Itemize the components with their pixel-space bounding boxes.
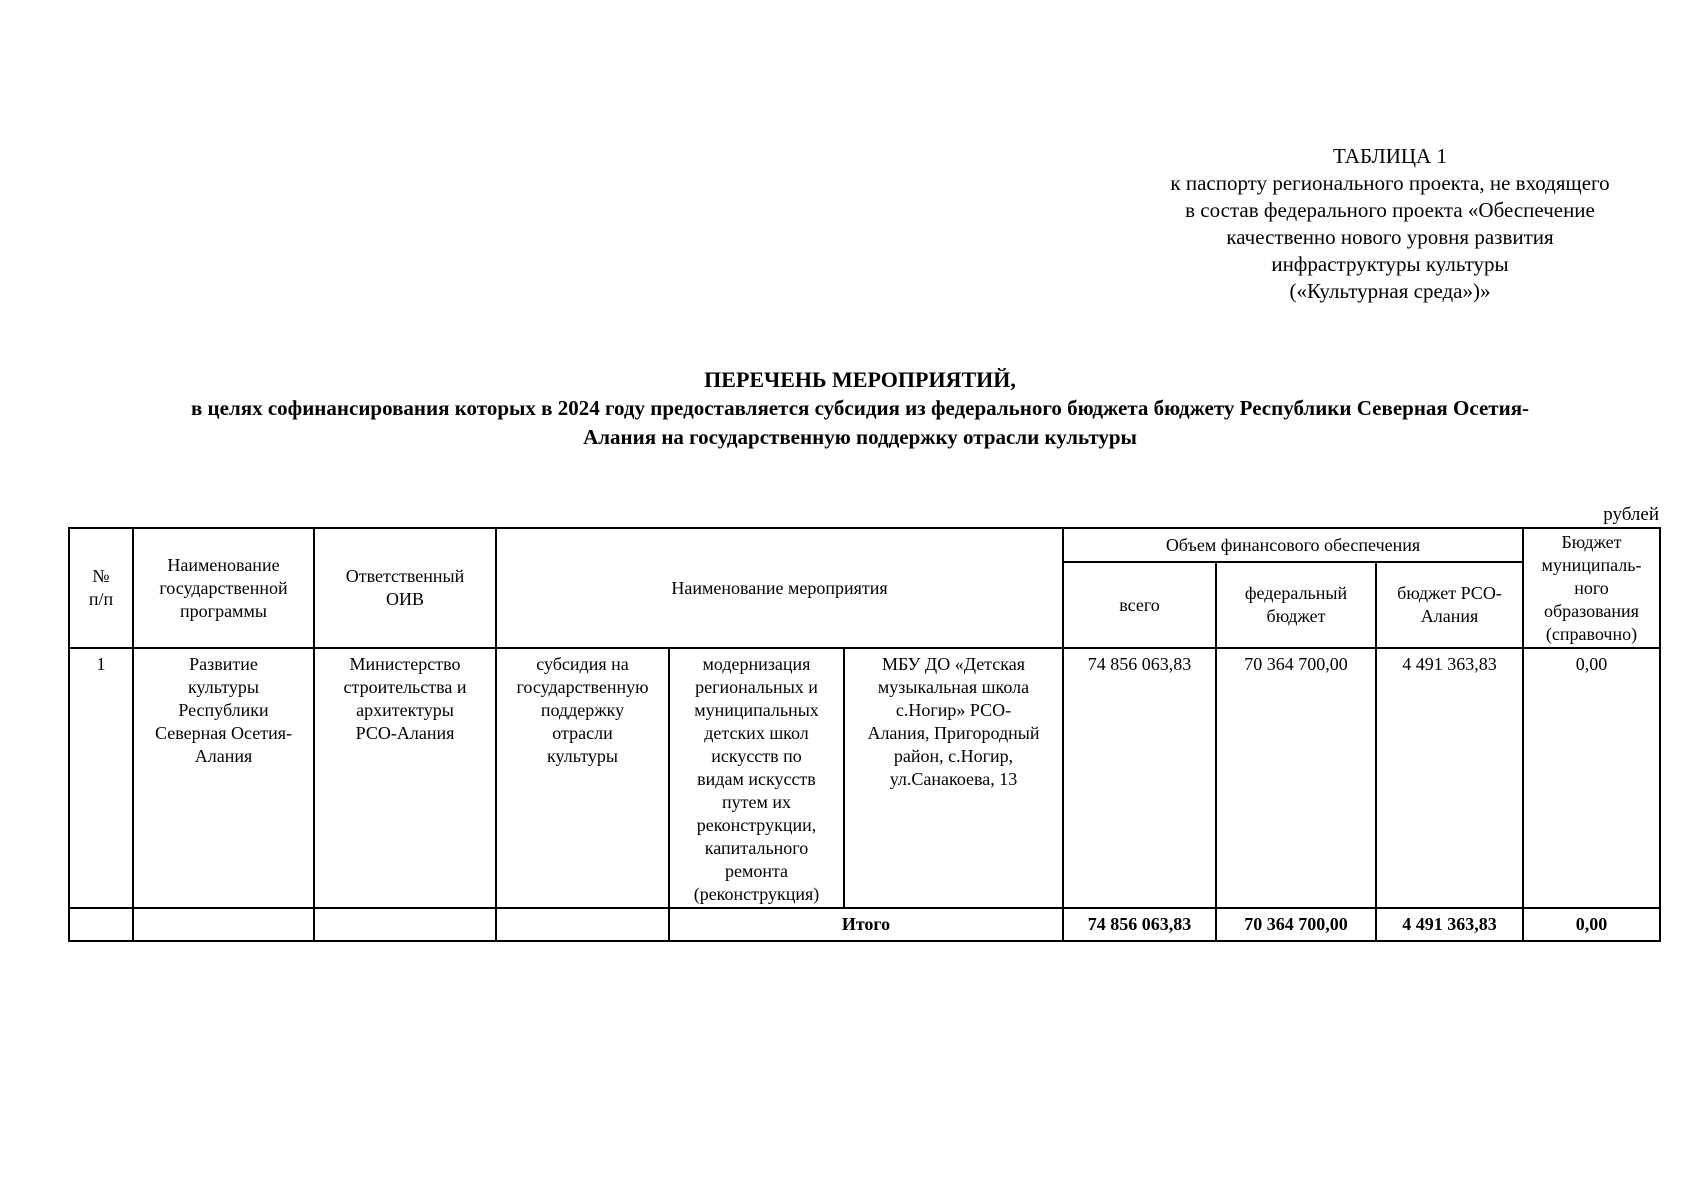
cell-line: культуры [547, 746, 618, 766]
header-program-line: Наименование [167, 554, 280, 575]
header-federal [1216, 562, 1376, 648]
total-regional: 4 491 363,83 [1376, 908, 1523, 941]
events-table [68, 527, 1661, 942]
cell-line: культуры [188, 677, 259, 697]
table-header-row [69, 528, 1660, 562]
cell-municipal: 0,00 [1523, 648, 1660, 908]
cell-line: региональных и [695, 677, 818, 697]
heading-subtitle-line: в целях софинансирования которых в 2024 году предоставляется субсидия из федерального бюджета бюджету Республики Северная Осетия- [190, 396, 1530, 420]
cell-line: Северная Осетия- [155, 723, 292, 743]
cell-regional: 4 491 363,83 [1376, 648, 1523, 908]
header-event: Наименование мероприятия [496, 528, 1063, 648]
cell-line: отрасли [552, 723, 613, 743]
cell-line: путем их [721, 792, 791, 812]
cell-line: (реконструкция) [693, 884, 820, 904]
heading-title: ПЕРЕЧЕНЬ МЕРОПРИЯТИЙ, [704, 367, 1016, 392]
table-row [69, 648, 1660, 908]
cell-line: реконструкции, [696, 815, 817, 835]
total-empty-cell [69, 908, 133, 941]
cell-line: капитального [704, 838, 809, 858]
annex-line: («Культурная среда»)» [1289, 279, 1491, 303]
cell-line: строительства и [343, 677, 467, 697]
header-total: всего [1063, 562, 1216, 648]
cell-measure [669, 648, 844, 908]
header-finance: Объем финансового обеспечения [1063, 528, 1523, 562]
total-empty-cell [496, 908, 669, 941]
table-total-row [69, 908, 1660, 941]
header-oiv-line: Ответственный [345, 566, 465, 586]
header-regional [1376, 562, 1523, 648]
cell-line: район, с.Ногир, [893, 746, 1014, 766]
cell-line: МБУ ДО «Детская [881, 654, 1026, 674]
header-federal-line: бюджет [1266, 606, 1326, 626]
cell-line: музыкальная школа [877, 677, 1030, 697]
cell-line: Республики [178, 700, 269, 720]
cell-line: субсидия на [536, 654, 629, 674]
heading-subtitle-line: Алания на государственную поддержку отрасли культуры [583, 425, 1137, 449]
cell-total: 74 856 063,83 [1063, 648, 1216, 908]
annex-line: инфраструктуры культуры [1271, 252, 1509, 276]
header-municipal-line: муниципаль- [1541, 554, 1642, 575]
annex-line: качественно нового уровня развития [1226, 225, 1554, 249]
annex-note [1120, 143, 1660, 305]
header-program-line: программы [180, 600, 267, 621]
total-federal: 70 364 700,00 [1216, 908, 1376, 941]
cell-subsidy [496, 648, 669, 908]
total-municipal: 0,00 [1523, 908, 1660, 941]
annex-line: ТАБЛИЦА 1 [1333, 144, 1447, 168]
cell-line: РСО-Алания [355, 723, 455, 743]
total-sum: 74 856 063,83 [1063, 908, 1216, 941]
cell-line: ул.Санакоева, 13 [889, 769, 1018, 789]
header-regional-line: Алания [1420, 606, 1479, 626]
header-oiv [314, 528, 496, 648]
header-municipal-line: (справочно) [1545, 623, 1638, 644]
cell-line: Министерство [349, 654, 461, 674]
cell-program [133, 648, 314, 908]
cell-federal: 70 364 700,00 [1216, 648, 1376, 908]
cell-line: с.Ногир» РСО- [895, 700, 1012, 720]
cell-oiv [314, 648, 496, 908]
header-num [69, 528, 133, 648]
cell-line: архитектуры [356, 700, 454, 720]
cell-line: Развитие [189, 654, 258, 674]
cell-line: ремонта [724, 861, 789, 881]
cell-line: Алания [194, 746, 253, 766]
header-municipal-line: образования [1544, 600, 1639, 621]
header-num-line: № [92, 566, 110, 586]
cell-line: муниципальных [694, 700, 819, 720]
total-empty-cell [314, 908, 496, 941]
cell-line: поддержку [540, 700, 625, 720]
total-empty-cell [133, 908, 314, 941]
cell-line: видам искусств [697, 769, 816, 789]
header-municipal-line: ного [1574, 577, 1609, 598]
header-oiv-line: ОИВ [385, 589, 424, 609]
header-municipal [1523, 528, 1660, 648]
units-label: рублей [1603, 504, 1659, 525]
cell-object [844, 648, 1063, 908]
cell-line: детских школ [704, 723, 809, 743]
annex-line: в состав федерального проекта «Обеспечение [1185, 198, 1595, 222]
annex-line: к паспорту регионального проекта, не входящего [1170, 171, 1610, 195]
cell-line: Алания, Пригородный [867, 723, 1040, 743]
cell-line: государственную [516, 677, 649, 697]
header-federal-line: федеральный [1244, 583, 1348, 603]
header-municipal-line: Бюджет [1561, 531, 1622, 552]
header-program-line: государственной [159, 577, 288, 598]
header-program [133, 528, 314, 648]
cell-line: модернизация [702, 654, 811, 674]
header-regional-line: бюджет РСО- [1397, 583, 1502, 603]
header-num-line: п/п [88, 589, 114, 609]
cell-line: искусств по [711, 746, 802, 766]
cell-num: 1 [69, 648, 133, 908]
document-heading [70, 365, 1650, 452]
total-label: Итого [669, 908, 1063, 941]
